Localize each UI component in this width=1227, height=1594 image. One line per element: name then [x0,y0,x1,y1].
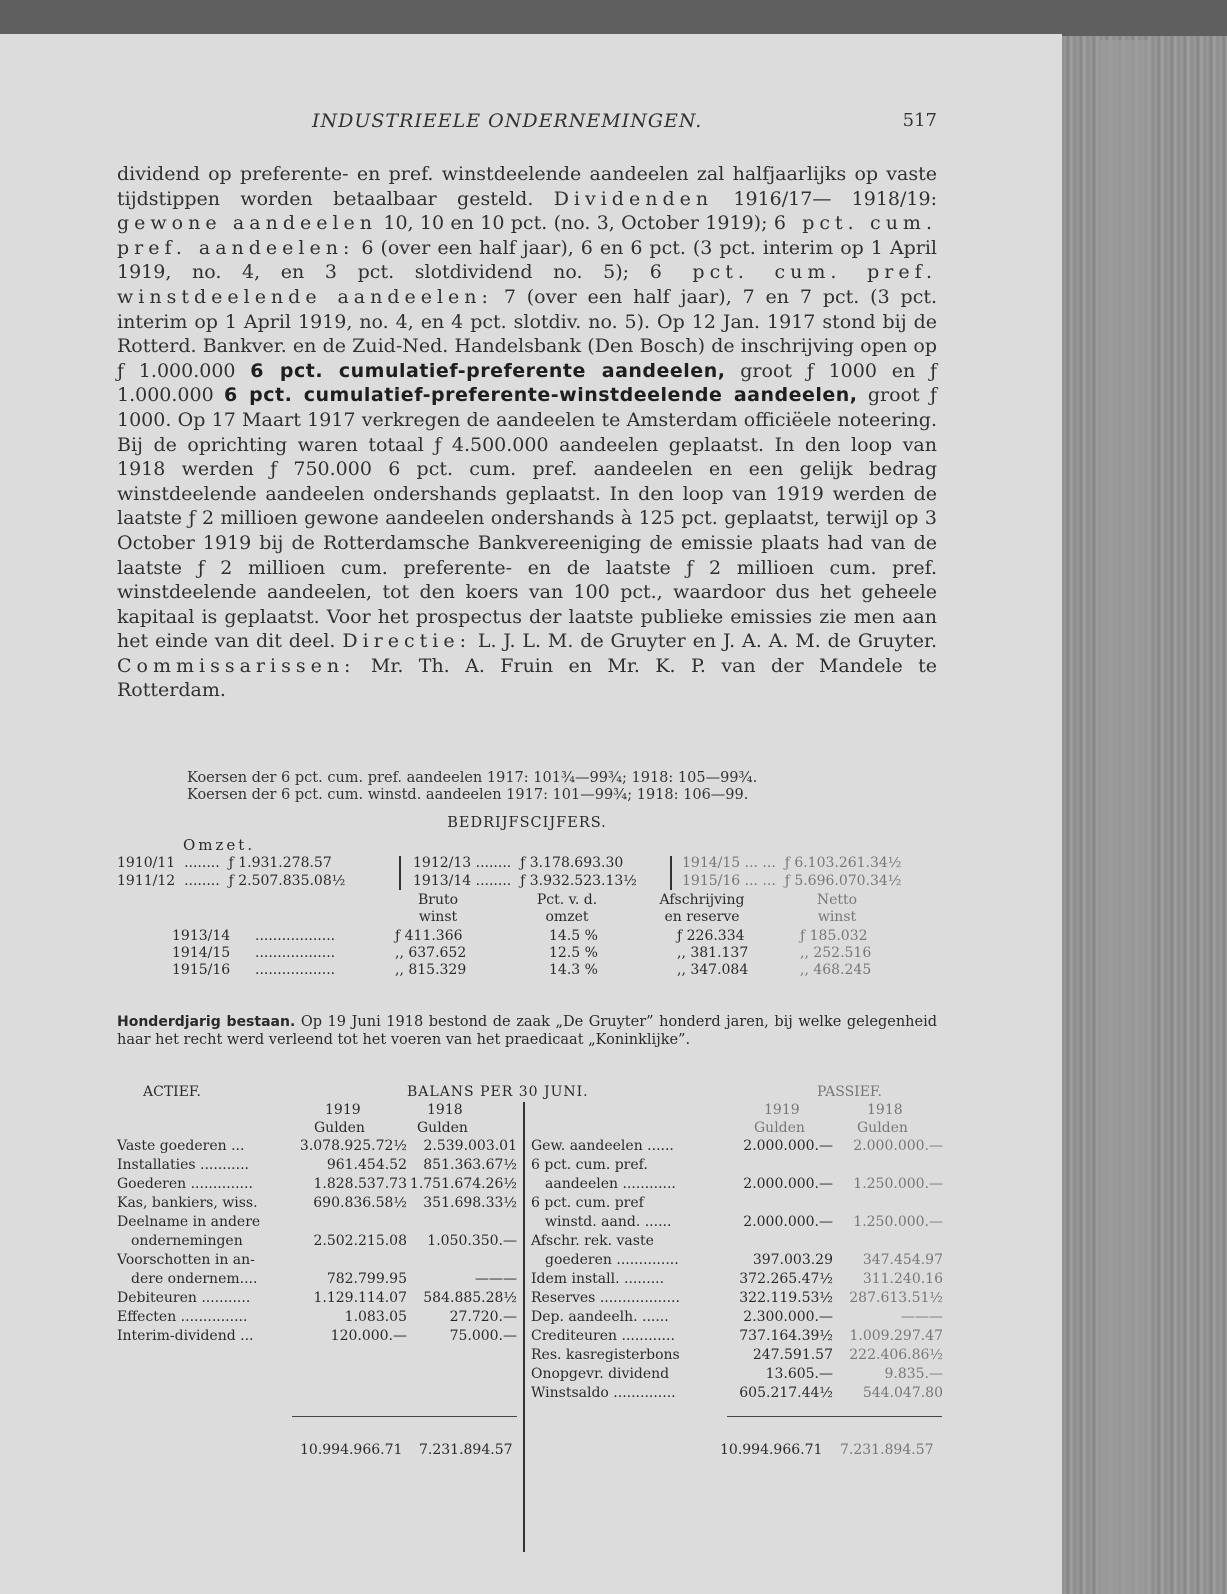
passief-unit-1919: Gulden [754,1120,805,1136]
book-page: INDUSTRIEELE ONDERNEMINGEN. 517 dividend op preferente- en pref. winstdeelende aandeelen zal halfjaarlijks op vaste tijdstippen worden betaalbaar gesteld. Dividenden 1916/17— 1918/19: gewone aandeelen 10, 10 en 10 pct. (no. 3, October 1919); 6 pct. cum. pref. aandeelen: 6 (over een half jaar), 6 en 6 pct. (3 pct. interim op 1 April 1919, no. 4, en 3 pct. slotdividend no. 5); 6 pct. cum. pref. winstdeelende aandeelen: 7 (over een half jaar), 7 en 7 pct. (3 pct. interim op 1 April 1919, no. 4, en 4 pct. slotdiv. no. 5). Op 12 Jan. 1917 stond bij de Rotterd. Bankver. en de Zuid-Ned. Handelsbank (Den Bosch) de inschrijving open op ƒ 1.000.000 6 pct. cumulatief-preferente aandeelen, groot ƒ 1000 en ƒ 1.000.000 6 pct. cumulatief-preferente-winstdeelende aandeelen, groot ƒ 1000. Op 17 Maart 1917 verkregen de aandeelen te Amsterdam officiëele noteering. Bij de oprichting waren totaal ƒ 4.500.000 aandeelen geplaatst. In den loop van 1918 werden ƒ 750.000 6 pct. cum. pref. aandeelen en een gelijk bedrag winstdeelende aandeelen ondershands geplaatst. In den loop van 1919 werden de laatste ƒ 2 millioen gewone aandeelen ondershands à 125 pct. geplaatst, terwijl op 3 October 1919 bij de Rotterdamsche Bankvereeniging de emissie plaats had van de laatste ƒ 2 millioen cum. preferente- en de laatste ƒ 2 millioen cum. pref. winstdeelende aandeelen, tot den koers van 100 pct., waardoor dus het geheele kapitaal is geplaatst. Voor het prospectus der laatste publieke emissies zie men aan het einde van dit deel. Directie: L. J. L. M. de Gruyter en J. A. A. M. de Gruyter. Commissarissen: Mr. Th. A. Fruin en Mr. K. P. van der Mandele te Rotterdam. Koersen der 6 pct. cum. pref. aandeelen 1917: 101¾—99¾; 1918: 105—99¾. Koersen der 6 pct. cum. winstd. aandeelen 1917: 101—99¾; 1918: 106—99. BEDRIJFSCIJFERS. Omzet. 1910/11 ........ ƒ 1.931.278.57 1911/12 ........ ƒ 2.507.835.08½ 1912/13 ........ ƒ 3.178.693.30 1913/14 ........ ƒ 3.932.523.13½ 1914/15 ... ... ƒ 6.103.261.34½ 1915/16 ... ... ƒ 5.696.070.34½ Bruto winst Pct. v. d. omzet Afschrijving en reserve Netto winst 1913/14 .................. ƒ 411.366 14.5 % ƒ 226.334 ƒ 185.032 1914/15 .................. ,, 637.652 12.5 % ,, 381.137 ,, 252.516 1915/16 .................. ,, 815.329 14.3 % ,, 347.084 ,, 468.245 Honderdjarig bestaan. Op 19 Juni 1918 bestond de zaak „De Gruyter” honderd jaren, bij welke gelegenheid haar het recht werd verleend tot het voeren van het praedicaat „Koninklijke”. ACTIEF. BALANS PER 30 JUNI. PASSIEF. 1919 1918 Gulden Gulden 1919 1918 Gulden Gulden Vaste goederen ... 3.078.925.72½ 2.539.003.01 Installaties ........... 961.454.52 851.363.67½ Goederen .............. 1.828.537.73 1.751.674.26½ Kas, bankiers, wiss. 690.836.58½ 351.698.33½ Deelname in andere ondernemingen 2.502.215.08 1.050.350.— Voorschotten in an- dere ondernem.... 782.799.95 ——— Debiteuren ........... 1.129.114.07 584.885.28½ Effecten ............... 1.083.05 27.720.— Interim-dividend ... 120.000.— 75.000.— Gew. aandeelen ...... 2.000.000.— 2.000.000.— 6 pct. cum. pref. aandeelen ............ 2.000.000.— 1.250.000.— 6 pct. cum. pref winstd. aand. ...... 2.000.000.— 1.250.000.— Afschr. rek. vaste goederen .............. 397.003.29 347.454.97 Idem install. ......... 372.265.47½ 311.240.16 Reserves .................. 322.119.53½ 287.613.51½ Dep. aandeelh. ...... 2.300.000.— ——— Crediteuren ............ 737.164.39½ 1.009.297.47 Res. kasregisterbons 247.591.57 222.406.86½ Onopgevr. dividend 13.605.— 9.835.— Winstsaldo .............. 605.217.44½ 544.047.80 10.994.966.71 7.231.894.57 10.994.966.71 7.231.894.57 [0,34,1062,1594]
omzet-row: 1915/16 ... ... ƒ 5.696.070.34½ [682,873,902,889]
omzet-row: 1912/13 ........ ƒ 3.178.693.30 [413,855,624,871]
text-run: groot ƒ 1000 en ƒ 1.000.000 [117,359,938,407]
spaced-term-gewone: gewone aandeelen [117,212,378,235]
spaced-term-commissarissen: Commissarissen: [117,654,356,677]
omzet-col-2 [413,854,637,890]
spaced-term-directie: Directie: [342,630,471,653]
spaced-term-cumwinst: 6 pct. cum. pref. winstdeelende aandeelen: [117,261,937,308]
scan-top-band [0,0,1227,36]
body-paragraph [117,162,937,703]
spaced-term-cumpref: 6 pct. cum. pref. aandeelen: [117,212,937,259]
text-run: 1916/17— 1918/19: [713,187,937,210]
text-run: L. J. L. M. de Gruyter en J. A. A. M. de Gruyter. [470,630,938,653]
balance-divider [523,1102,525,1552]
actief-unit-1919: Gulden [314,1120,365,1136]
text-run: 10, 10 en 10 pct. (no. 3, October 1919); [377,212,774,235]
col-header-pct: Pct. v. d. omzet [536,892,598,925]
actief-label: ACTIEF. [143,1084,201,1100]
bold-term-cumulatief-winstdeelende: 6 pct. cumulatief-preferente-winstdeelende aandeelen, [224,384,858,407]
text-run: 7 (over een half jaar), 7 en 7 pct. (3 pct. interim op 1 April 1919, no. 4, en 4 pct. slotdiv. no. 5). Op 12 Jan. 1917 stond bij de Rotterd. Bankver. en de Zuid-Ned. Handelsbank (Den Bosch) de inschrijving open op ƒ 1.000.000 [117,285,938,382]
text-run: dividend op preferente- en pref. winstdeelende aandeelen zal halfjaarlijks op vaste tijdstippen worden betaalbaar gesteld. [117,163,937,210]
book-page-edge-band [1100,40,1148,1594]
passief-total-1918: 7.231.894.57 [840,1442,934,1458]
actief-year-1919: 1919 [325,1102,361,1118]
koersen-line: Koersen der 6 pct. cum. winstd. aandeelen 1917: 101—99¾; 1918: 106—99. [187,787,749,803]
passief-label: PASSIEF. [817,1084,882,1100]
text-run: Mr. Th. A. Fruin en Mr. K. P. van der Mandele te Rotterdam. [117,654,937,702]
passief-unit-1918: Gulden [857,1120,908,1136]
table-row: 1913/14 .................. ƒ 411.366 14.5 % ƒ 226.334 ƒ 185.032 [172,928,868,944]
omzet-label: Omzet. [183,836,256,854]
omzet-row: 1910/11 ........ ƒ 1.931.278.57 [117,855,332,871]
table-row: 1914/15 .................. ,, 637.652 12.5 % ,, 381.137 ,, 252.516 [172,945,872,961]
passief-year-1919: 1919 [764,1102,800,1118]
actief-total-1918: 7.231.894.57 [419,1442,513,1458]
omzet-row: 1913/14 ........ ƒ 3.932.523.13½ [413,873,637,889]
column-divider [670,856,672,890]
text-run: 6 (over een half jaar), 6 en 6 pct. (3 pct. interim op 1 April 1919, no. 4, en 3 pct. slotdividend no. 5); [117,236,937,284]
honderdjarig-text: Op 19 Juni 1918 bestond de zaak „De Gruyter” honderd jaren, bij welke gelegenheid haar het recht werd verleend tot het voeren van het praedicaat „Koninklijke”. [117,1014,937,1048]
bold-term-cumulatief-preferente: 6 pct. cumulatief-preferente aandeelen, [250,359,726,382]
passief-total-1919: 10.994.966.71 [720,1442,823,1458]
col-header-bruto: Bruto winst [417,892,459,925]
text-run: groot ƒ 1000. Op 17 Maart 1917 verkregen de aandeelen te Amsterdam officiëele noteering. Bij de oprichting waren totaal ƒ 4.500.000 aandeelen geplaatst. In den loop van 1918 werden ƒ 750.000 6 pct. cum. pref. aandeelen en een gelijk bedrag winstdeelende aandeelen ondershands geplaatst. In den loop van 1919 werden de laatste ƒ 2 millioen gewone aandeelen ondershands à 125 pct. geplaatst, terwijl op 3 October 1919 bij de Rotterdamsche Bankvereeniging de emissie plaats had van de laatste ƒ 2 millioen cum. preferente- en de laatste ƒ 2 millioen cum. pref. winstdeelende aandeelen, tot den koers van 100 pct., waardoor dus het geheele kapitaal is geplaatst. Voor het prospectus der laatste publieke emissies zie men aan het einde van dit deel. [117,384,937,653]
omzet-col-1 [117,854,345,890]
passief-year-1918: 1918 [867,1102,903,1118]
column-divider [399,856,401,890]
actief-year-1918: 1918 [427,1102,463,1118]
balans-title: BALANS PER 30 JUNI. [407,1084,589,1100]
honderdjarig-heading: Honderdjarig bestaan. [117,1014,296,1030]
bedrijfscijfers-title: BEDRIJFSCIJFERS. [447,815,607,831]
actief-total-1919: 10.994.966.71 [300,1442,403,1458]
honderdjarig-paragraph [117,1014,937,1049]
koersen-line: Koersen der 6 pct. cum. pref. aandeelen 1917: 101¾—99¾; 1918: 105—99¾. [187,770,758,786]
col-header-afschrijving: Afschrijving en reserve [659,892,745,925]
actief-unit-1918: Gulden [417,1120,468,1136]
omzet-row: 1911/12 ........ ƒ 2.507.835.08½ [117,873,346,889]
omzet-col-3 [682,854,901,890]
actief-total-rule [292,1416,517,1417]
spaced-term-dividenden: Dividenden [553,187,714,210]
passief-total-rule [727,1416,942,1417]
col-header-netto: Netto winst [816,892,858,925]
koersen-block [187,770,947,804]
page-number: 517 [902,110,937,131]
table-row: 1915/16 .................. ,, 815.329 14.3 % ,, 347.084 ,, 468.245 [172,962,872,978]
omzet-row: 1914/15 ... ... ƒ 6.103.261.34½ [682,855,902,871]
running-header [117,110,937,136]
running-title: INDUSTRIEELE ONDERNEMINGEN. [312,110,703,132]
